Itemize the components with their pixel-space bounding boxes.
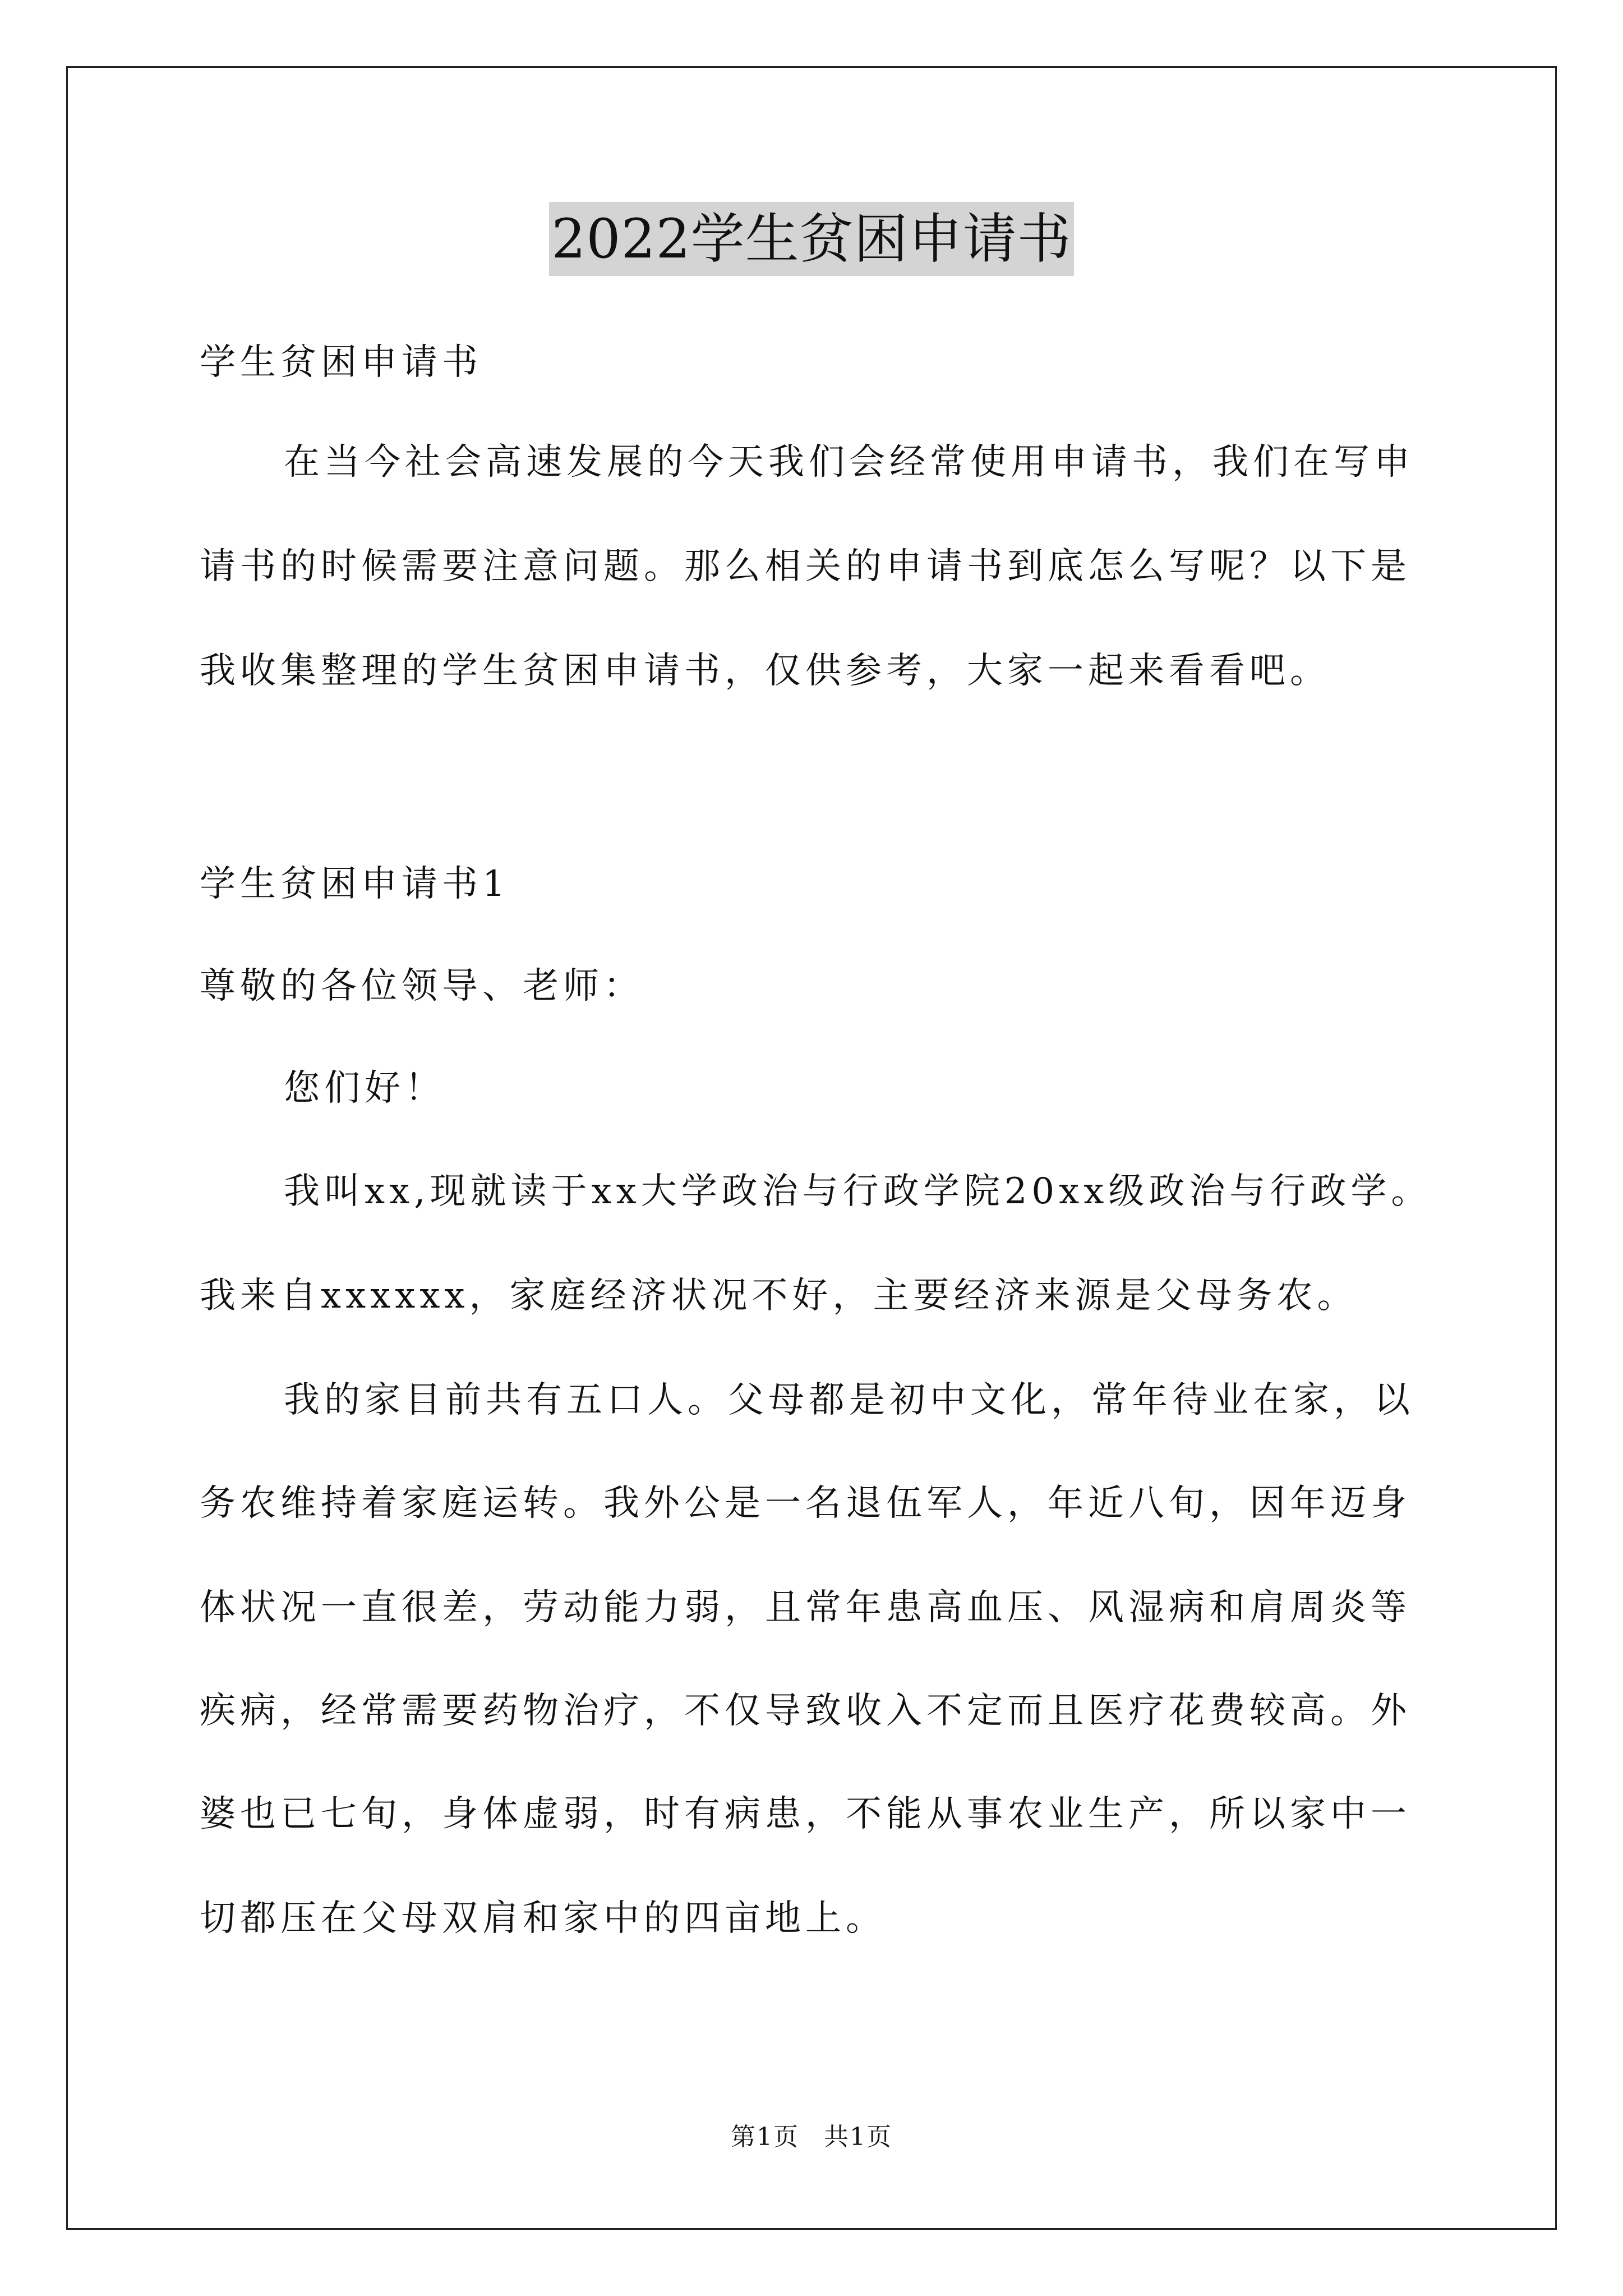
paragraph-line: 体状况一直很差，劳动能力弱，且常年患高血压、风湿病和肩周炎等 <box>200 1587 1411 1628</box>
title-container <box>0 202 1623 276</box>
paragraph-line: 疾病，经常需要药物治疗，不仅导致收入不定而且医疗花费较高。外 <box>200 1690 1411 1732</box>
salutation: 尊敬的各位领导、老师： <box>200 965 644 1007</box>
paragraph-line: 请书的时候需要注意问题。那么相关的申请书到底怎么写呢？以下是 <box>200 546 1411 587</box>
greeting: 您们好！ <box>284 1068 445 1109</box>
section-heading: 学生贫困申请书 <box>200 342 482 383</box>
paragraph-line: 我来自xxxxxx，家庭经济状况不好，主要经济来源是父母务农。 <box>200 1275 1358 1317</box>
paragraph-line: 切都压在父母双肩和家中的四亩地上。 <box>200 1898 886 1939</box>
paragraph-line: 在当今社会高速发展的今天我们会经常使用申请书，我们在写申 <box>284 441 1414 483</box>
paragraph-line: 我叫xx,现就读于xx大学政治与行政学院20xx级政治与行政学。 <box>284 1171 1432 1212</box>
section-heading: 学生贫困申请书1 <box>200 863 510 905</box>
paragraph-line: 我收集整理的学生贫困申请书，仅供参考，大家一起来看看吧。 <box>200 650 1330 692</box>
page-footer <box>0 2120 1623 2154</box>
document-title: 2022学生贫困申请书 <box>549 202 1073 276</box>
paragraph-line: 我的家目前共有五口人。父母都是初中文化，常年待业在家，以 <box>284 1379 1414 1421</box>
paragraph-line: 务农维持着家庭运转。我外公是一名退伍军人，年近八旬，因年迈身 <box>200 1483 1411 1524</box>
page-number: 第1页 <box>731 2123 799 2151</box>
paragraph-line: 婆也已七旬，身体虚弱，时有病患，不能从事农业生产，所以家中一 <box>200 1793 1411 1835</box>
page-total: 共1页 <box>824 2123 892 2151</box>
